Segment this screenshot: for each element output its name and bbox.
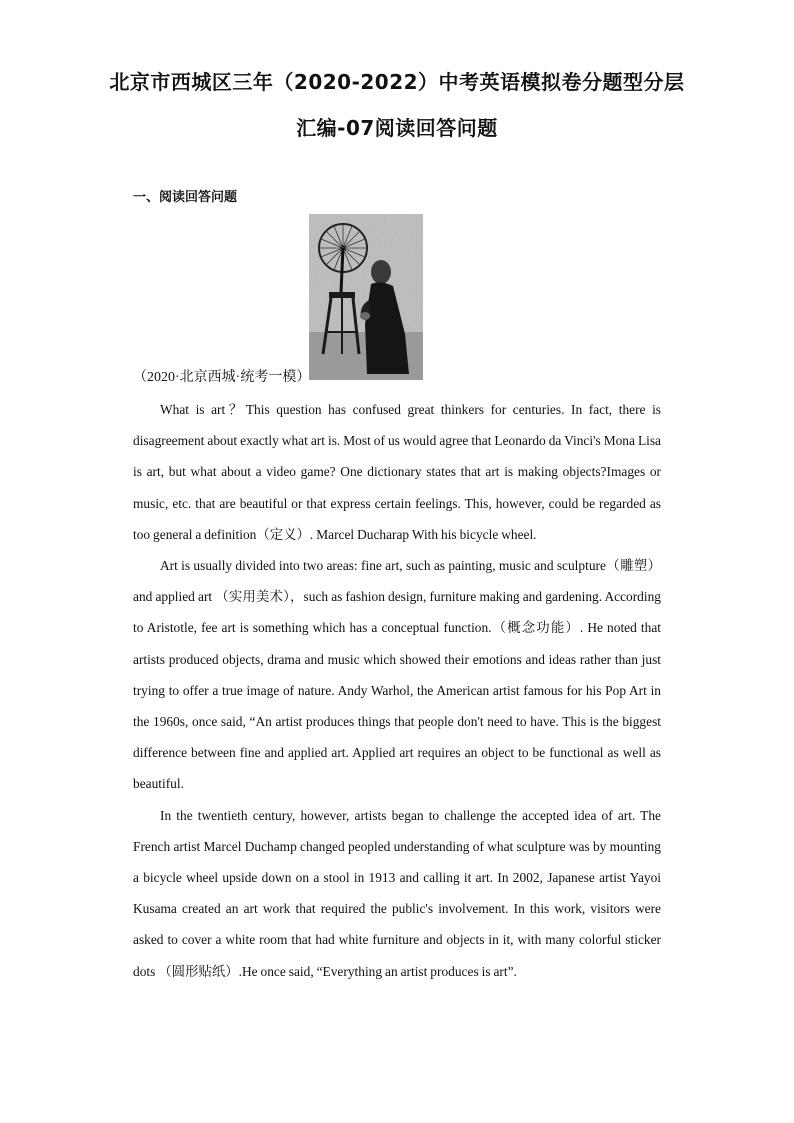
source-label: （2020·北京西城·统考一模） [133, 370, 311, 385]
passage [133, 394, 661, 987]
photo-man-with-bicycle-wheel-icon [309, 214, 423, 380]
document-title-line-1: 北京市西城区三年（2020-2022）中考英语模拟卷分题型分层 [109, 70, 685, 94]
paragraph: Art is usually divided into two areas: fine art, such as painting, music and sculpture（雕塑）and applied art （实用美术），such as fashion design, furniture making and gardening. According to Aristotle, fee art is something which has a conceptual function.（概念功能）. He noted that artists produced objects, drama and music which showed their emotions and ideas rather than just trying to offer a true image of nature. Andy Warhol, the American artist famous for his Pop Art in the 1960s, once said, “An artist produces things that people don't need to have. This is the biggest difference between fine and applied art. Applied art requires an object to be functional as well as beautiful. [133, 558, 661, 792]
section-heading: 一、阅读回答问题 [133, 190, 238, 205]
paragraph: In the twentieth century, however, artists began to challenge the accepted idea of art. The French artist Marcel Duchamp changed peopled understanding of what sculpture was by mounting a bicycle wheel upside down on a stool in 1913 and calling it art. In 2002, Japanese artist Yayoi Kusama created an art work that required the public's involvement. In this work, visitors were asked to cover a white room that had white furniture and objects in it, with many colorful sticker dots （圆形贴纸）.He once said, “Everything an artist produces is art”. [133, 807, 661, 979]
paragraph: What is art？This question has confused great thinkers for centuries. In fact, there is disagreement about exactly what art is. Most of us would agree that Leonardo da Vinci's Mona Lisa is art, but what about a video game? One dictionary states that art is making objects?Images or music, etc. that are beautiful or that express certain feelings. This, however, could be regarded as too general a definition（定义）. Marcel Ducharap With his bicycle wheel. [133, 402, 661, 542]
document-title-line-2: 汇编-07阅读回答问题 [296, 116, 498, 140]
